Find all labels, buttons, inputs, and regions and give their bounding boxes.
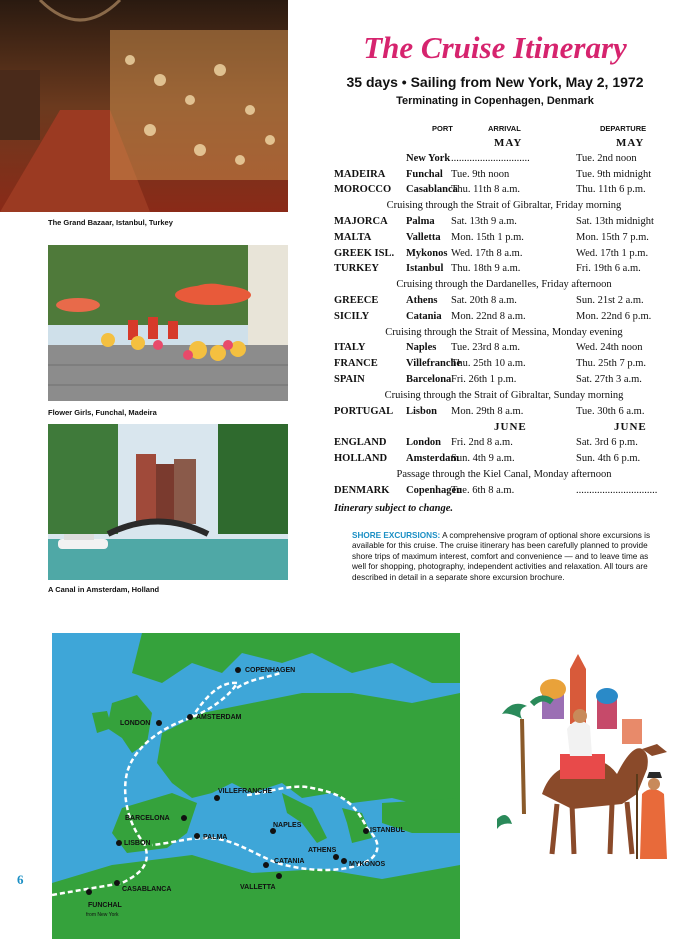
month-arrival: JUNE — [494, 421, 527, 434]
photo-caption: The Grand Bazaar, Istanbul, Turkey — [48, 218, 173, 227]
table-header — [334, 124, 674, 137]
departure-cell: Wed. 24th noon — [576, 342, 643, 354]
month-row — [334, 421, 674, 437]
port-cell: Athens — [406, 294, 438, 306]
itinerary-row — [334, 248, 674, 264]
itinerary-row — [334, 358, 674, 374]
departure-cell: Thu. 11th 6 p.m. — [576, 184, 646, 196]
country-cell: MAJORCA — [334, 215, 388, 227]
departure-cell: Sat. 13th midnight — [576, 215, 654, 227]
departure-cell: ............................... — [576, 484, 658, 496]
country-cell: TURKEY — [334, 263, 379, 275]
arrival-cell: Fri. 26th 1 p.m. — [451, 373, 517, 385]
shore-text: A comprehensive program of optional shore excursions is available for this cruise. The cruise itinerary has been carefully planned to provide shore trips of maximum interest, comfort and convenience — and to leave time as well for shopping, photography, independent activities and relaxation. All tours are described in detail in a separate shore excursion brochure. — [352, 531, 651, 582]
itinerary-row — [334, 169, 674, 185]
photo-grand-bazaar — [0, 0, 288, 212]
port-cell: Copenhagen — [406, 484, 463, 496]
port-cell: Funchal — [406, 168, 443, 180]
map-label-palma: PALMA — [203, 834, 228, 841]
arrival-cell: Fri. 2nd 8 a.m. — [451, 437, 513, 449]
port-cell: New York — [406, 152, 451, 164]
arrival-cell: Mon. 15th 1 p.m. — [451, 231, 524, 243]
country-cell: SICILY — [334, 310, 370, 322]
departure-cell: Mon. 22nd 6 p.m. — [576, 310, 652, 322]
arrival-cell: Tue. 9th noon — [451, 168, 510, 180]
map-label-athens: ATHENS — [308, 847, 337, 854]
map-label-barcelona: BARCELONA — [125, 815, 170, 822]
map-label-villefranche: VILLEFRANCHE — [218, 788, 273, 795]
arrival-cell: Tue. 23rd 8 a.m. — [451, 342, 521, 354]
departure-cell: Sun. 4th 6 p.m. — [576, 452, 641, 464]
port-cell: London — [406, 437, 442, 449]
itinerary-row — [334, 216, 674, 232]
departure-cell: Wed. 17th 1 p.m. — [576, 247, 649, 259]
port-cell: Istanbul — [406, 263, 444, 275]
arrival-cell: Sat. 20th 8 a.m. — [451, 294, 517, 306]
itinerary-row — [334, 153, 674, 169]
itinerary-row — [334, 453, 674, 469]
cruising-note-text: Passage through the Kiel Canal, Monday afternoon — [396, 468, 612, 480]
country-cell: HOLLAND — [334, 452, 388, 464]
country-cell: ITALY — [334, 342, 366, 354]
country-cell: GREEK ISL. — [334, 247, 395, 259]
port-cell: Catania — [406, 310, 442, 322]
departure-cell: Sun. 21st 2 a.m. — [576, 294, 644, 306]
cruising-note — [334, 469, 674, 485]
map-label-mykonos: MYKONOS — [349, 861, 386, 868]
itinerary-row — [334, 311, 674, 327]
port-cell: Naples — [406, 342, 437, 354]
itinerary-table — [334, 124, 674, 514]
country-cell: MADEIRA — [334, 168, 386, 180]
country-cell: PORTUGAL — [334, 405, 394, 417]
cruising-note-text: Cruising through the Dardanelles, Friday afternoon — [396, 279, 612, 291]
departure-cell: Tue. 2nd noon — [576, 152, 637, 164]
arrival-cell: .............................. — [451, 152, 530, 164]
departure-cell: Fri. 19th 6 a.m. — [576, 263, 641, 275]
country-cell: GREECE — [334, 294, 379, 306]
arrival-cell: Wed. 17th 8 a.m. — [451, 247, 523, 259]
map-label-catania: CATANIA — [274, 858, 305, 865]
itinerary-note: Itinerary subject to change. — [334, 503, 454, 515]
map-label-istanbul: ISTANBUL — [370, 827, 405, 834]
itinerary-row — [334, 406, 674, 422]
arrival-cell: Tue. 6th 8 a.m. — [451, 484, 515, 496]
map-label-copenhagen: COPENHAGEN — [245, 667, 296, 674]
photo-flower-girls — [48, 245, 288, 401]
port-cell: Amsterdam — [406, 452, 460, 464]
map-label-london: LONDON — [120, 720, 151, 727]
cruising-note-text: Cruising through the Strait of Messina, Monday evening — [385, 326, 623, 338]
departure-cell: Mon. 15th 7 p.m. — [576, 231, 649, 243]
map-label-amsterdam: AMSTERDAM — [196, 714, 242, 721]
arrival-cell: Mon. 29th 8 a.m. — [451, 405, 524, 417]
map-label-casablanca: CASABLANCA — [122, 886, 172, 893]
cruising-note-text: Cruising through the Strait of Gibraltar, Sunday morning — [384, 389, 624, 401]
map-label-valletta: VALLETTA — [240, 884, 276, 891]
country-cell: FRANCE — [334, 358, 378, 370]
cruising-note — [334, 327, 674, 343]
subtitle-terminating: Terminating in Copenhagen, Denmark — [396, 95, 594, 107]
page-number: 6 — [17, 872, 24, 887]
departure-cell: Sat. 3rd 6 p.m. — [576, 437, 638, 449]
map-label-funchal: FUNCHAL — [88, 902, 122, 909]
itinerary-row — [334, 437, 674, 453]
cruising-note — [334, 279, 674, 295]
header-arrival: ARRIVAL — [488, 124, 521, 133]
port-cell: Palma — [406, 215, 435, 227]
camel-illustration — [482, 644, 692, 874]
port-cell: Lisbon — [406, 405, 437, 417]
itinerary-row — [334, 342, 674, 358]
header-port: PORT — [432, 124, 453, 133]
departure-cell: Tue. 9th midnight — [576, 168, 652, 180]
page-title: The Cruise Itinerary — [363, 30, 627, 65]
arrival-cell: Thu. 11th 8 a.m. — [451, 184, 521, 196]
shore-label: SHORE EXCURSIONS: — [352, 531, 441, 540]
itinerary-row — [334, 485, 674, 501]
country-cell: MOROCCO — [334, 184, 392, 196]
departure-cell: Thu. 25th 7 p.m. — [576, 358, 646, 370]
country-cell: SPAIN — [334, 373, 365, 385]
shore-excursions — [352, 531, 652, 583]
port-cell: Valletta — [406, 231, 441, 243]
map-label-naples: NAPLES — [273, 822, 302, 829]
arrival-cell: Sat. 13th 9 a.m. — [451, 215, 517, 227]
month-departure: MAY — [616, 137, 645, 149]
photo-amsterdam-canal — [48, 424, 288, 580]
itinerary-row — [334, 374, 674, 390]
country-cell: MALTA — [334, 231, 372, 243]
arrival-cell: Mon. 22nd 8 a.m. — [451, 310, 526, 322]
arrival-cell: Sun. 4th 9 a.m. — [451, 452, 515, 464]
departure-cell: Sat. 27th 3 a.m. — [576, 373, 642, 385]
photo-caption: A Canal in Amsterdam, Holland — [48, 585, 160, 594]
month-row — [334, 137, 674, 153]
route-map — [52, 633, 460, 939]
port-cell: Barcelona — [406, 373, 452, 385]
cruising-note — [334, 390, 674, 406]
departure-cell: Tue. 30th 6 a.m. — [576, 405, 645, 417]
port-cell: Mykonos — [406, 247, 448, 259]
arrival-cell: Thu. 25th 10 a.m. — [451, 358, 526, 370]
arrival-cell: Thu. 18th 9 a.m. — [451, 263, 521, 275]
header-departure: DEPARTURE — [600, 124, 647, 133]
subtitle: 35 days • Sailing from New York, May 2, 1972 — [346, 74, 644, 90]
itinerary-row — [334, 232, 674, 248]
cruising-note-text: Cruising through the Strait of Gibraltar, Friday morning — [386, 200, 622, 212]
month-departure: JUNE — [614, 421, 647, 434]
itinerary-row — [334, 295, 674, 311]
map-label-lisbon: LISBON — [124, 840, 151, 847]
month-arrival: MAY — [494, 137, 523, 149]
itinerary-row — [334, 184, 674, 200]
photo-caption: Flower Girls, Funchal, Madeira — [48, 408, 157, 417]
map-label-from-new-york: from New York — [86, 912, 119, 918]
country-cell: DENMARK — [334, 484, 390, 496]
itinerary-row — [334, 263, 674, 279]
cruising-note — [334, 200, 674, 216]
port-cell: Casablanca — [406, 184, 458, 196]
port-cell: Villefranche — [406, 358, 462, 370]
country-cell: ENGLAND — [334, 437, 387, 449]
